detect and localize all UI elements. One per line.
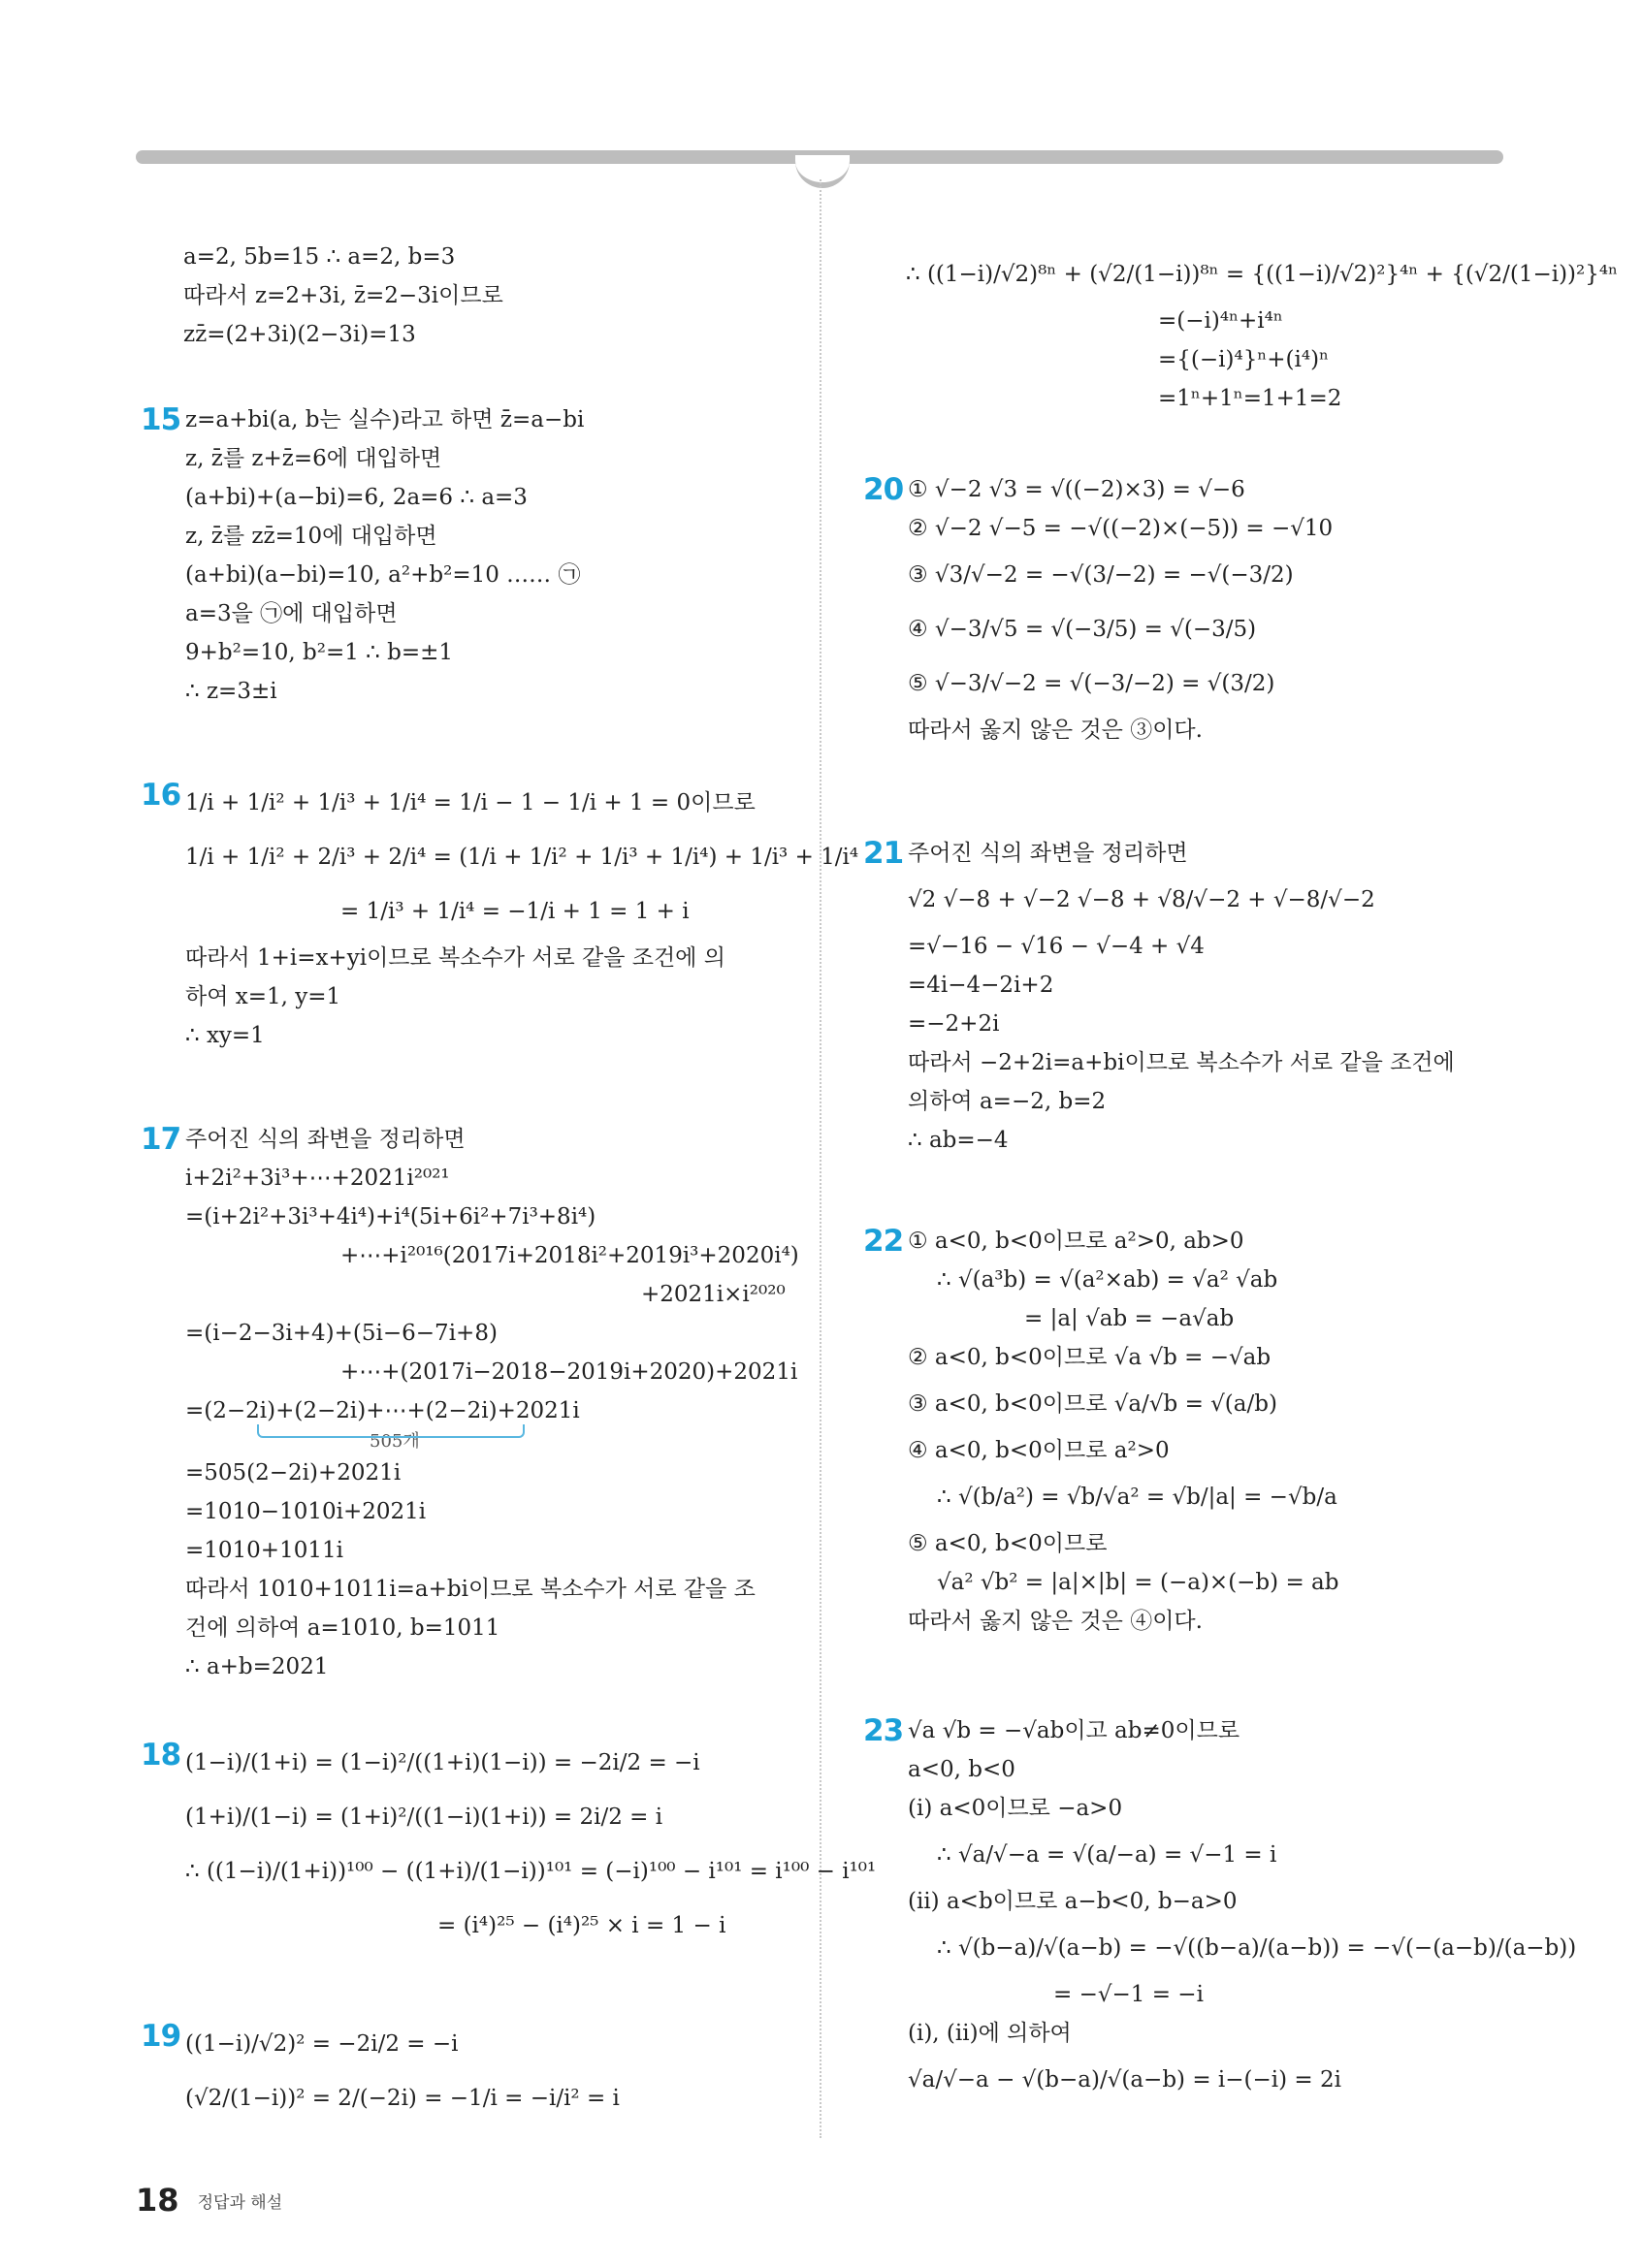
solution-line: z=a+bi(a, b는 실수)라고 하면 z̄=a−bi xyxy=(185,407,585,432)
solution-line: =−2+2i xyxy=(908,1011,1000,1037)
solution-line: =(2−2i)+(2−2i)+⋯+(2−2i)+2021i xyxy=(185,1398,580,1423)
problem-number: 19 xyxy=(141,2019,181,2054)
solution-line: =1010+1011i xyxy=(185,1538,343,1563)
solution-line: ⑤ a<0, b<0이므로 xyxy=(908,1531,1108,1556)
solution-line: ② √−2 √−5 = −√((−2)×(−5)) = −√10 xyxy=(908,516,1334,541)
solution-line: ② a<0, b<0이므로 √a √b = −√ab xyxy=(908,1345,1272,1370)
solution-line: 건에 의하여 a=1010, b=1011 xyxy=(185,1615,500,1641)
solution-line: =1010−1010i+2021i xyxy=(185,1499,427,1524)
problem-number: 23 xyxy=(863,1713,904,1748)
solution-line: z, z̄를 z+z̄=6에 대입하면 xyxy=(185,446,442,471)
solution-line: = 1/i³ + 1/i⁴ = −1/i + 1 = 1 + i xyxy=(340,899,690,924)
solution-line: √a² √b² = |a|×|b| = (−a)×(−b) = ab xyxy=(937,1570,1339,1595)
solution-line: =505(2−2i)+2021i xyxy=(185,1460,402,1485)
column-divider xyxy=(820,179,821,2138)
solution-line: ⑤ √−3/√−2 = √(−3/−2) = √(3/2) xyxy=(908,671,1275,696)
solution-line: a=2, 5b=15 ∴ a=2, b=3 xyxy=(183,244,456,270)
solution-line: = (i⁴)²⁵ − (i⁴)²⁵ × i = 1 − i xyxy=(437,1913,726,1938)
underbrace xyxy=(257,1424,525,1438)
brace-label: 505개 xyxy=(370,1431,420,1452)
page-footer xyxy=(136,2182,282,2219)
solution-line: (ⅰ), (ⅱ)에 의하여 xyxy=(908,2021,1072,2046)
solution-line: zz̄=(2+3i)(2−3i)=13 xyxy=(183,322,416,347)
solution-line: (a+bi)(a−bi)=10, a²+b²=10 …… ㉠ xyxy=(185,562,581,588)
solution-line: =(i−2−3i+4)+(5i−6−7i+8) xyxy=(185,1321,498,1346)
solution-line: +2021i×i²⁰²⁰ xyxy=(641,1282,786,1307)
solution-line: ① a<0, b<0이므로 a²>0, ab>0 xyxy=(908,1229,1244,1254)
section-title: 정답과 해설 xyxy=(197,2192,283,2213)
solution-line: √a √b = −√ab이고 ab≠0이므로 xyxy=(908,1718,1240,1743)
solution-line: ∴ √(b/a²) = √b/√a² = √b/|a| = −√b/a xyxy=(937,1485,1337,1510)
solution-line: =√−16 − √16 − √−4 + √4 xyxy=(908,934,1205,959)
solution-line: =(−i)⁴ⁿ+i⁴ⁿ xyxy=(1158,308,1283,334)
problem-number: 16 xyxy=(141,778,181,813)
solution-line: 따라서 1010+1011i=a+bi이므로 복소수가 서로 같을 조 xyxy=(185,1577,756,1602)
solution-line: ① √−2 √3 = √((−2)×3) = √−6 xyxy=(908,477,1245,502)
solution-line: ((1−i)/√2)² = −2i/2 = −i xyxy=(185,2031,459,2057)
brace-annotation xyxy=(185,1430,787,1453)
solution-line: ∴ ((1−i)/(1+i))¹⁰⁰ − ((1+i)/(1−i))¹⁰¹ = (−i)¹⁰⁰ − i¹⁰¹ = i¹⁰⁰ − i¹⁰¹ xyxy=(185,1859,877,1884)
solution-line: (√2/(1−i))² = 2/(−2i) = −1/i = −i/i² = i xyxy=(185,2086,620,2111)
solution-line: (a+bi)+(a−bi)=6, 2a=6 ∴ a=3 xyxy=(185,485,528,510)
solution-line: (ⅰ) a<0이므로 −a>0 xyxy=(908,1796,1123,1821)
problem-number: 17 xyxy=(141,1122,181,1157)
solution-line: ∴ √(a³b) = √(a²×ab) = √a² √ab xyxy=(937,1267,1278,1293)
problem-number: 20 xyxy=(863,472,904,507)
solution-line: = |a| √ab = −a√ab xyxy=(1024,1306,1235,1331)
problem-number: 15 xyxy=(141,402,181,437)
solution-line: 9+b²=10, b²=1 ∴ b=±1 xyxy=(185,640,454,665)
solution-line: ∴ √(b−a)/√(a−b) = −√((b−a)/(a−b)) = −√(−(a−b)/(a−b)) xyxy=(937,1935,1577,1961)
solution-line: ③ a<0, b<0이므로 √a/√b = √(a/b) xyxy=(908,1391,1277,1417)
solution-line: (1+i)/(1−i) = (1+i)²/((1−i)(1+i)) = 2i/2 = i xyxy=(185,1805,663,1830)
solution-line: a=3을 ㉠에 대입하면 xyxy=(185,601,398,626)
solution-line: 의하여 a=−2, b=2 xyxy=(908,1089,1107,1114)
solution-line: √2 √−8 + √−2 √−8 + √8/√−2 + √−8/√−2 xyxy=(908,887,1375,912)
problem-number: 22 xyxy=(863,1224,904,1259)
solution-line: 따라서 옳지 않은 것은 ④이다. xyxy=(908,1609,1203,1634)
solution-line: z, z̄를 zz̄=10에 대입하면 xyxy=(185,524,437,549)
solution-line: +⋯+i²⁰¹⁶(2017i+2018i²+2019i³+2020i⁴) xyxy=(340,1243,799,1268)
page-number: 18 xyxy=(136,2182,179,2219)
solution-line: 따라서 −2+2i=a+bi이므로 복소수가 서로 같을 조건에 xyxy=(908,1050,1455,1075)
solution-line: 따라서 1+i=x+yi이므로 복소수가 서로 같을 조건에 의 xyxy=(185,945,725,971)
solution-line: a<0, b<0 xyxy=(908,1757,1015,1782)
solution-line: 하여 x=1, y=1 xyxy=(185,984,341,1009)
solution-line: ∴ ab=−4 xyxy=(908,1128,1009,1153)
solution-line: (ⅱ) a<b이므로 a−b<0, b−a>0 xyxy=(908,1889,1238,1914)
solution-line: ∴ ((1−i)/√2)⁸ⁿ + (√2/(1−i))⁸ⁿ = {((1−i)/√2)²}⁴ⁿ + {(√2/(1−i))²}⁴ⁿ xyxy=(906,262,1619,287)
solution-line: 1/i + 1/i² + 1/i³ + 1/i⁴ = 1/i − 1 − 1/i + 1 = 0이므로 xyxy=(185,790,756,815)
solution-line: = −√−1 = −i xyxy=(1053,1982,1204,2007)
header-notch xyxy=(795,155,850,188)
solution-line: =4i−4−2i+2 xyxy=(908,973,1054,998)
solution-line: ∴ a+b=2021 xyxy=(185,1654,329,1679)
solution-line: ∴ z=3±i xyxy=(185,679,277,704)
solution-line: 주어진 식의 좌변을 정리하면 xyxy=(185,1127,466,1152)
solution-line: (1−i)/(1+i) = (1−i)²/((1+i)(1−i)) = −2i/2 = −i xyxy=(185,1750,700,1775)
problem-number: 21 xyxy=(863,836,904,871)
solution-line: ④ √−3/√5 = √(−3/5) = √(−3/5) xyxy=(908,617,1257,642)
solution-line: ③ √3/√−2 = −√(3/−2) = −√(−3/2) xyxy=(908,562,1294,588)
solution-line: 따라서 옳지 않은 것은 ③이다. xyxy=(908,718,1203,743)
solution-line: =1ⁿ+1ⁿ=1+1=2 xyxy=(1158,386,1342,411)
solution-line: ∴ xy=1 xyxy=(185,1023,265,1048)
solution-line: 주어진 식의 좌변을 정리하면 xyxy=(908,841,1188,866)
problem-number: 18 xyxy=(141,1738,181,1773)
solution-line: 1/i + 1/i² + 2/i³ + 2/i⁴ = (1/i + 1/i² + 1/i³ + 1/i⁴) + 1/i³ + 1/i⁴ xyxy=(185,845,859,870)
solution-line: =(i+2i²+3i³+4i⁴)+i⁴(5i+6i²+7i³+8i⁴) xyxy=(185,1204,596,1230)
solution-line: ④ a<0, b<0이므로 a²>0 xyxy=(908,1438,1170,1463)
solution-line: ={(−i)⁴}ⁿ+(i⁴)ⁿ xyxy=(1158,347,1330,372)
solution-line: √a/√−a − √(b−a)/√(a−b) = i−(−i) = 2i xyxy=(908,2067,1341,2092)
solution-line: +⋯+(2017i−2018−2019i+2020)+2021i xyxy=(340,1359,798,1385)
solution-line: ∴ √a/√−a = √(a/−a) = √−1 = i xyxy=(937,1842,1277,1868)
solution-line: i+2i²+3i³+⋯+2021i²⁰²¹ xyxy=(185,1166,450,1191)
solution-line: 따라서 z=2+3i, z̄=2−3i이므로 xyxy=(183,283,503,308)
